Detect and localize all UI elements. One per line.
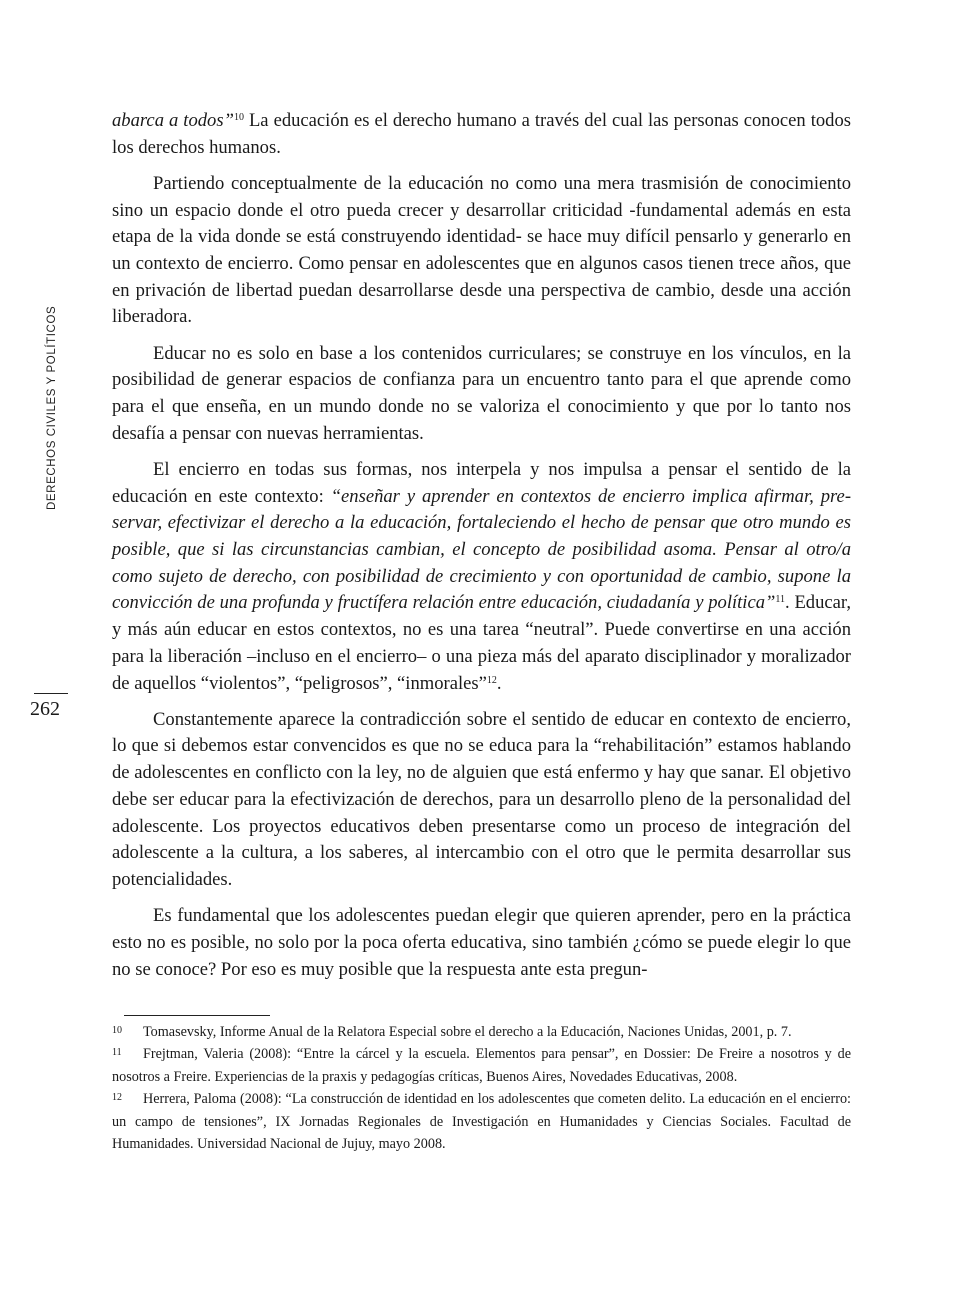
body-text bbox=[112, 108, 851, 993]
footnote-text: Frejtman, Valeria (2008): “Entre la cárcel y la escuela. Elementos para pensar”, en Dossier: De Freire a nosotros y de nosotros a Freire. Experiencias de la praxis y pedagogías críticas, Buenos Aires, Novedades Educativas, 2008. bbox=[112, 1046, 851, 1085]
footnote-text: Herrera, Paloma (2008): “La construcción de identidad en los adolescentes que cometen delito. La educación en el encierro: un campo de tensiones”, IX Jornadas Regionales de Investigación en Humanidades y Ciencias Sociales. Facultad de Humanidades. Universidad Nacional de Jujuy, mayo 2008. bbox=[112, 1091, 851, 1153]
footnote-ref: 10 bbox=[233, 112, 244, 123]
footnote: 12 Herrera, Paloma (2008): “La construcción de identidad en los adolescentes que cometen delito. La educación en el encierro: un campo de tensiones”, IX Jornadas Regionales de Investigación en Humanidades y Ciencias Sociales. Facultad de Humanidades. Universidad Nacional de Jujuy, mayo 2008. bbox=[112, 1091, 851, 1153]
page-number: 262 bbox=[30, 698, 60, 720]
footnote-ref: 12 bbox=[486, 674, 497, 686]
page-number-rule bbox=[34, 693, 68, 694]
text-run: El encierro en todas sus formas, nos interpela y nos impulsa a pensar el sentido de la educación en este contexto: bbox=[112, 458, 851, 507]
paragraph bbox=[112, 457, 851, 697]
text-run: . Educar, y más aún educar en estos contextos, no es una tarea “neutral”. Puede convertirse en una acción para la liberación –incluso en el encierro– o una pieza más del aparato disciplinador y moralizador de aquellos “violentos”, “peligrosos”, “inmorales” bbox=[112, 592, 851, 694]
footnotes bbox=[112, 1021, 851, 1155]
footnote: 10 Tomasevsky, Informe Anual de la Relatora Especial sobre el derecho a la Educación, Naciones Unidas, 2001, p. 7. bbox=[112, 1024, 792, 1040]
italic-text: “enseñar y aprender en contextos de encierro implica afirmar, preservar, efectivizar el derecho a la educación, fortaleciendo el hecho de pensar que otro mundo es posible, que si las circunstancias cambian, el concepto de posibilidad asoma. Pensar al otro/a como sujeto de derecho, con posibilidad de crecimiento y con oportunidad de cambio, supone la convicción de una profunda y fructífera relación entre educación, ciudadanía y política” bbox=[112, 485, 852, 614]
footnote-text: Tomasevsky, Informe Anual de la Relatora Especial sobre el derecho a la Educación, Naciones Unidas, 2001, p. 7. bbox=[143, 1024, 792, 1040]
footnote-ref: 11 bbox=[775, 594, 786, 606]
paragraph bbox=[112, 108, 851, 161]
paragraph bbox=[112, 341, 851, 448]
footnote-separator bbox=[124, 1015, 270, 1016]
running-head: DERECHOS CIVILES Y POLÍTICOS bbox=[46, 305, 58, 510]
text-run: La educación es el derecho humano a través del cual las personas conocen todos los derechos humanos. bbox=[112, 110, 851, 158]
footnote: 11 Frejtman, Valeria (2008): “Entre la cárcel y la escuela. Elementos para pensar”, en Dossier: De Freire a nosotros y de nosotros a Freire. Experiencias de la praxis y pedagogías críticas, Buenos Aires, Novedades Educativas, 2008. bbox=[112, 1046, 851, 1085]
italic-text: abarca a todos” bbox=[112, 110, 234, 131]
text-run: Constantemente aparece la contradicción sobre el sentido de educar en contexto de encierro, lo que si debemos estar convencidos es que no se educa para la “rehabilitación” estamos hablando de adolescentes en conflicto con la ley, no de alguien que está enfermo y hay que sanar. El objetivo debe ser educar para la efectivización de derechos, para un desarrollo pleno de la personalidad del adolescente. Los proyectos educativos deben presentarse como un proceso de integración del adolescente a la cultura, a los saberes, al intercambio con el otro que le permita desarrollar sus potencialidades. bbox=[112, 708, 851, 890]
text-run: Educar no es solo en base a los contenidos curriculares; se construye en los vínculos, en la posibilidad de generar espacios de confianza para un encuentro tanto para el que aprende como para el que enseña, en un mundo donde no se valoriza el conocimiento y que por lo tanto nos desafía a pensar con nuevas herramientas. bbox=[112, 342, 851, 444]
paragraph bbox=[112, 903, 851, 983]
text-run: Partiendo conceptualmente de la educación no como una mera trasmisión de conocimiento sino un espacio donde el otro pueda crecer y desarrollar criticidad -fundamental además en esta etapa de la vida donde se está construyendo identidad- se hace muy difícil pensarlo y generarlo en un contexto de encierro. Como pensar en adolescentes que en algunos casos tienen trece años, que en privación de libertad puedan desarrollarse desde una perspectiva de cambio, desde una acción liberadora. bbox=[112, 172, 851, 328]
text-run: Es fundamental que los adolescentes puedan elegir que quieren aprender, pero en la práctica esto no es posible, no solo por la poca oferta educativa, sino también ¿cómo se puede elegir lo que no se conoce? Por eso es muy posible que la respuesta ante esta pregun- bbox=[112, 905, 851, 980]
paragraph bbox=[112, 171, 851, 331]
text-run: . bbox=[496, 672, 502, 694]
paragraph bbox=[112, 707, 851, 894]
